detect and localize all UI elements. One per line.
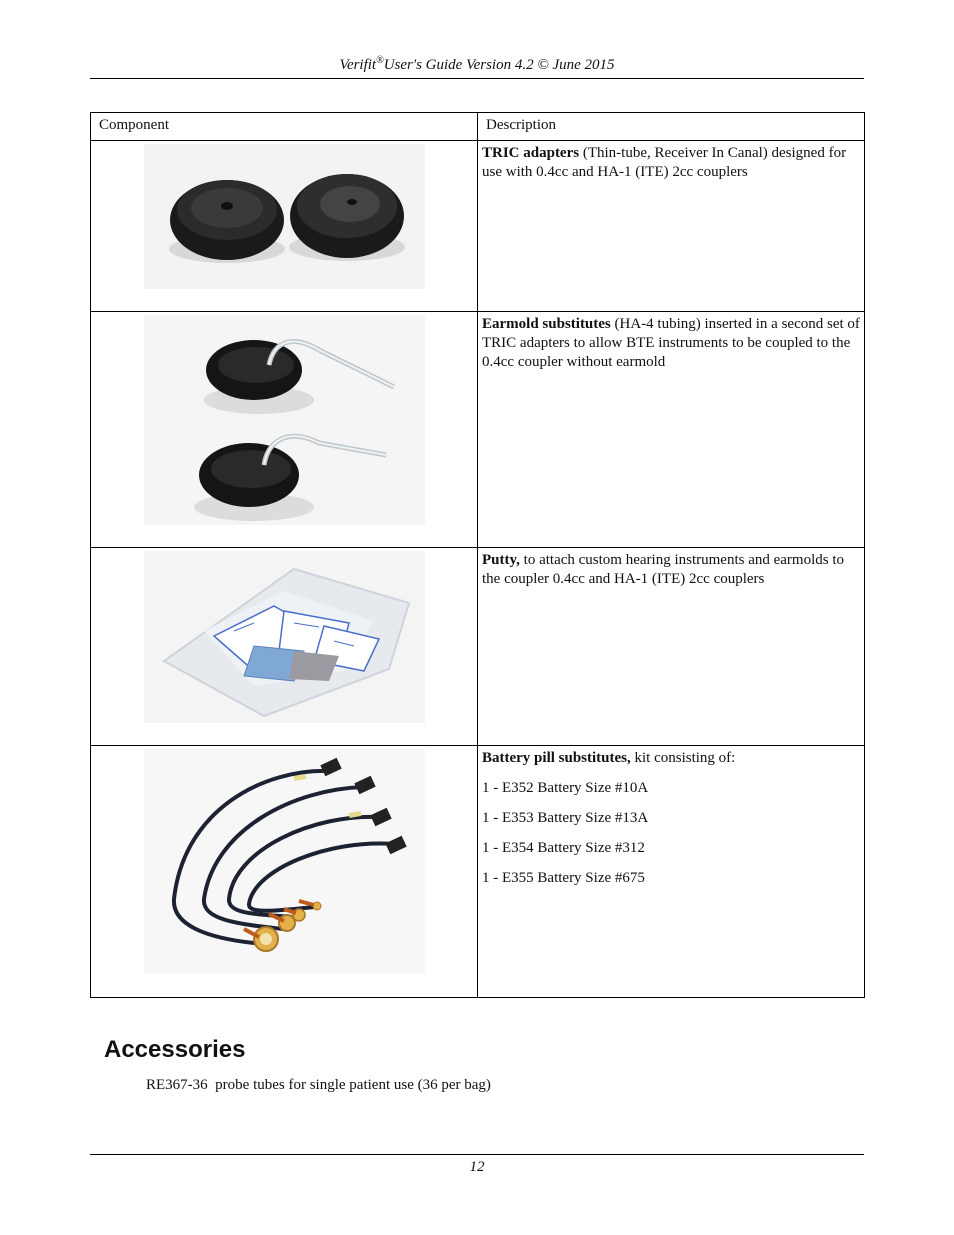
header-brand: Verifit [339, 57, 377, 73]
component-intro [482, 749, 860, 768]
component-image-cell [91, 141, 478, 312]
component-description [478, 141, 865, 312]
table-row [91, 548, 865, 746]
component-description [478, 548, 865, 746]
component-description [478, 746, 865, 998]
tric-adapters-photo [144, 144, 425, 289]
component-title: Earmold substitutes [482, 316, 611, 332]
earmold-substitutes-photo [144, 315, 425, 525]
table-header-row [91, 113, 865, 141]
header-rule [90, 78, 864, 79]
table-row [91, 746, 865, 998]
accessories-heading: Accessories [104, 1036, 246, 1063]
footer-rule [90, 1154, 864, 1155]
table-row [91, 312, 865, 548]
component-text: (HA-4 tubing) inserted in a second set of TRIC adapters to allow BTE instruments to be coupled to the 0.4cc coupler without earmold [482, 316, 860, 370]
page-number: 12 [469, 1159, 485, 1175]
component-text: to attach custom hearing instruments and earmolds to the coupler 0.4cc and HA-1 (ITE) 2cc couplers [482, 552, 845, 587]
component-title: Battery pill substitutes, [482, 750, 631, 766]
table-row [91, 141, 865, 312]
components-table [90, 112, 865, 998]
putty-photo [144, 551, 425, 723]
component-text: (Thin-tube, Receiver In Canal) designed for use with 0.4cc and HA-1 (ITE) 2cc couplers [482, 145, 847, 180]
list-item: 1 - E355 Battery Size #675 [482, 870, 645, 886]
column-header-description: Description [478, 113, 865, 141]
list-item: 1 - E352 Battery Size #10A [482, 780, 649, 796]
page-header [90, 55, 864, 74]
component-title: TRIC adapters [482, 145, 580, 161]
component-text: kit consisting of: [630, 750, 736, 766]
component-title: Putty, [482, 552, 520, 568]
list-item: 1 - E353 Battery Size #13A [482, 810, 649, 826]
column-header-component: Component [91, 113, 478, 141]
component-description [478, 312, 865, 548]
list-item: 1 - E354 Battery Size #312 [482, 840, 645, 856]
accessories-item: RE367-36 probe tubes for single patient use (36 per bag) [146, 1077, 491, 1093]
component-image-cell [91, 312, 478, 548]
registered-mark: ® [376, 55, 384, 66]
component-image-cell [91, 548, 478, 746]
battery-pill-substitutes-photo [144, 749, 425, 974]
header-text: User's Guide Version 4.2 © June 2015 [383, 57, 615, 73]
component-image-cell [91, 746, 478, 998]
